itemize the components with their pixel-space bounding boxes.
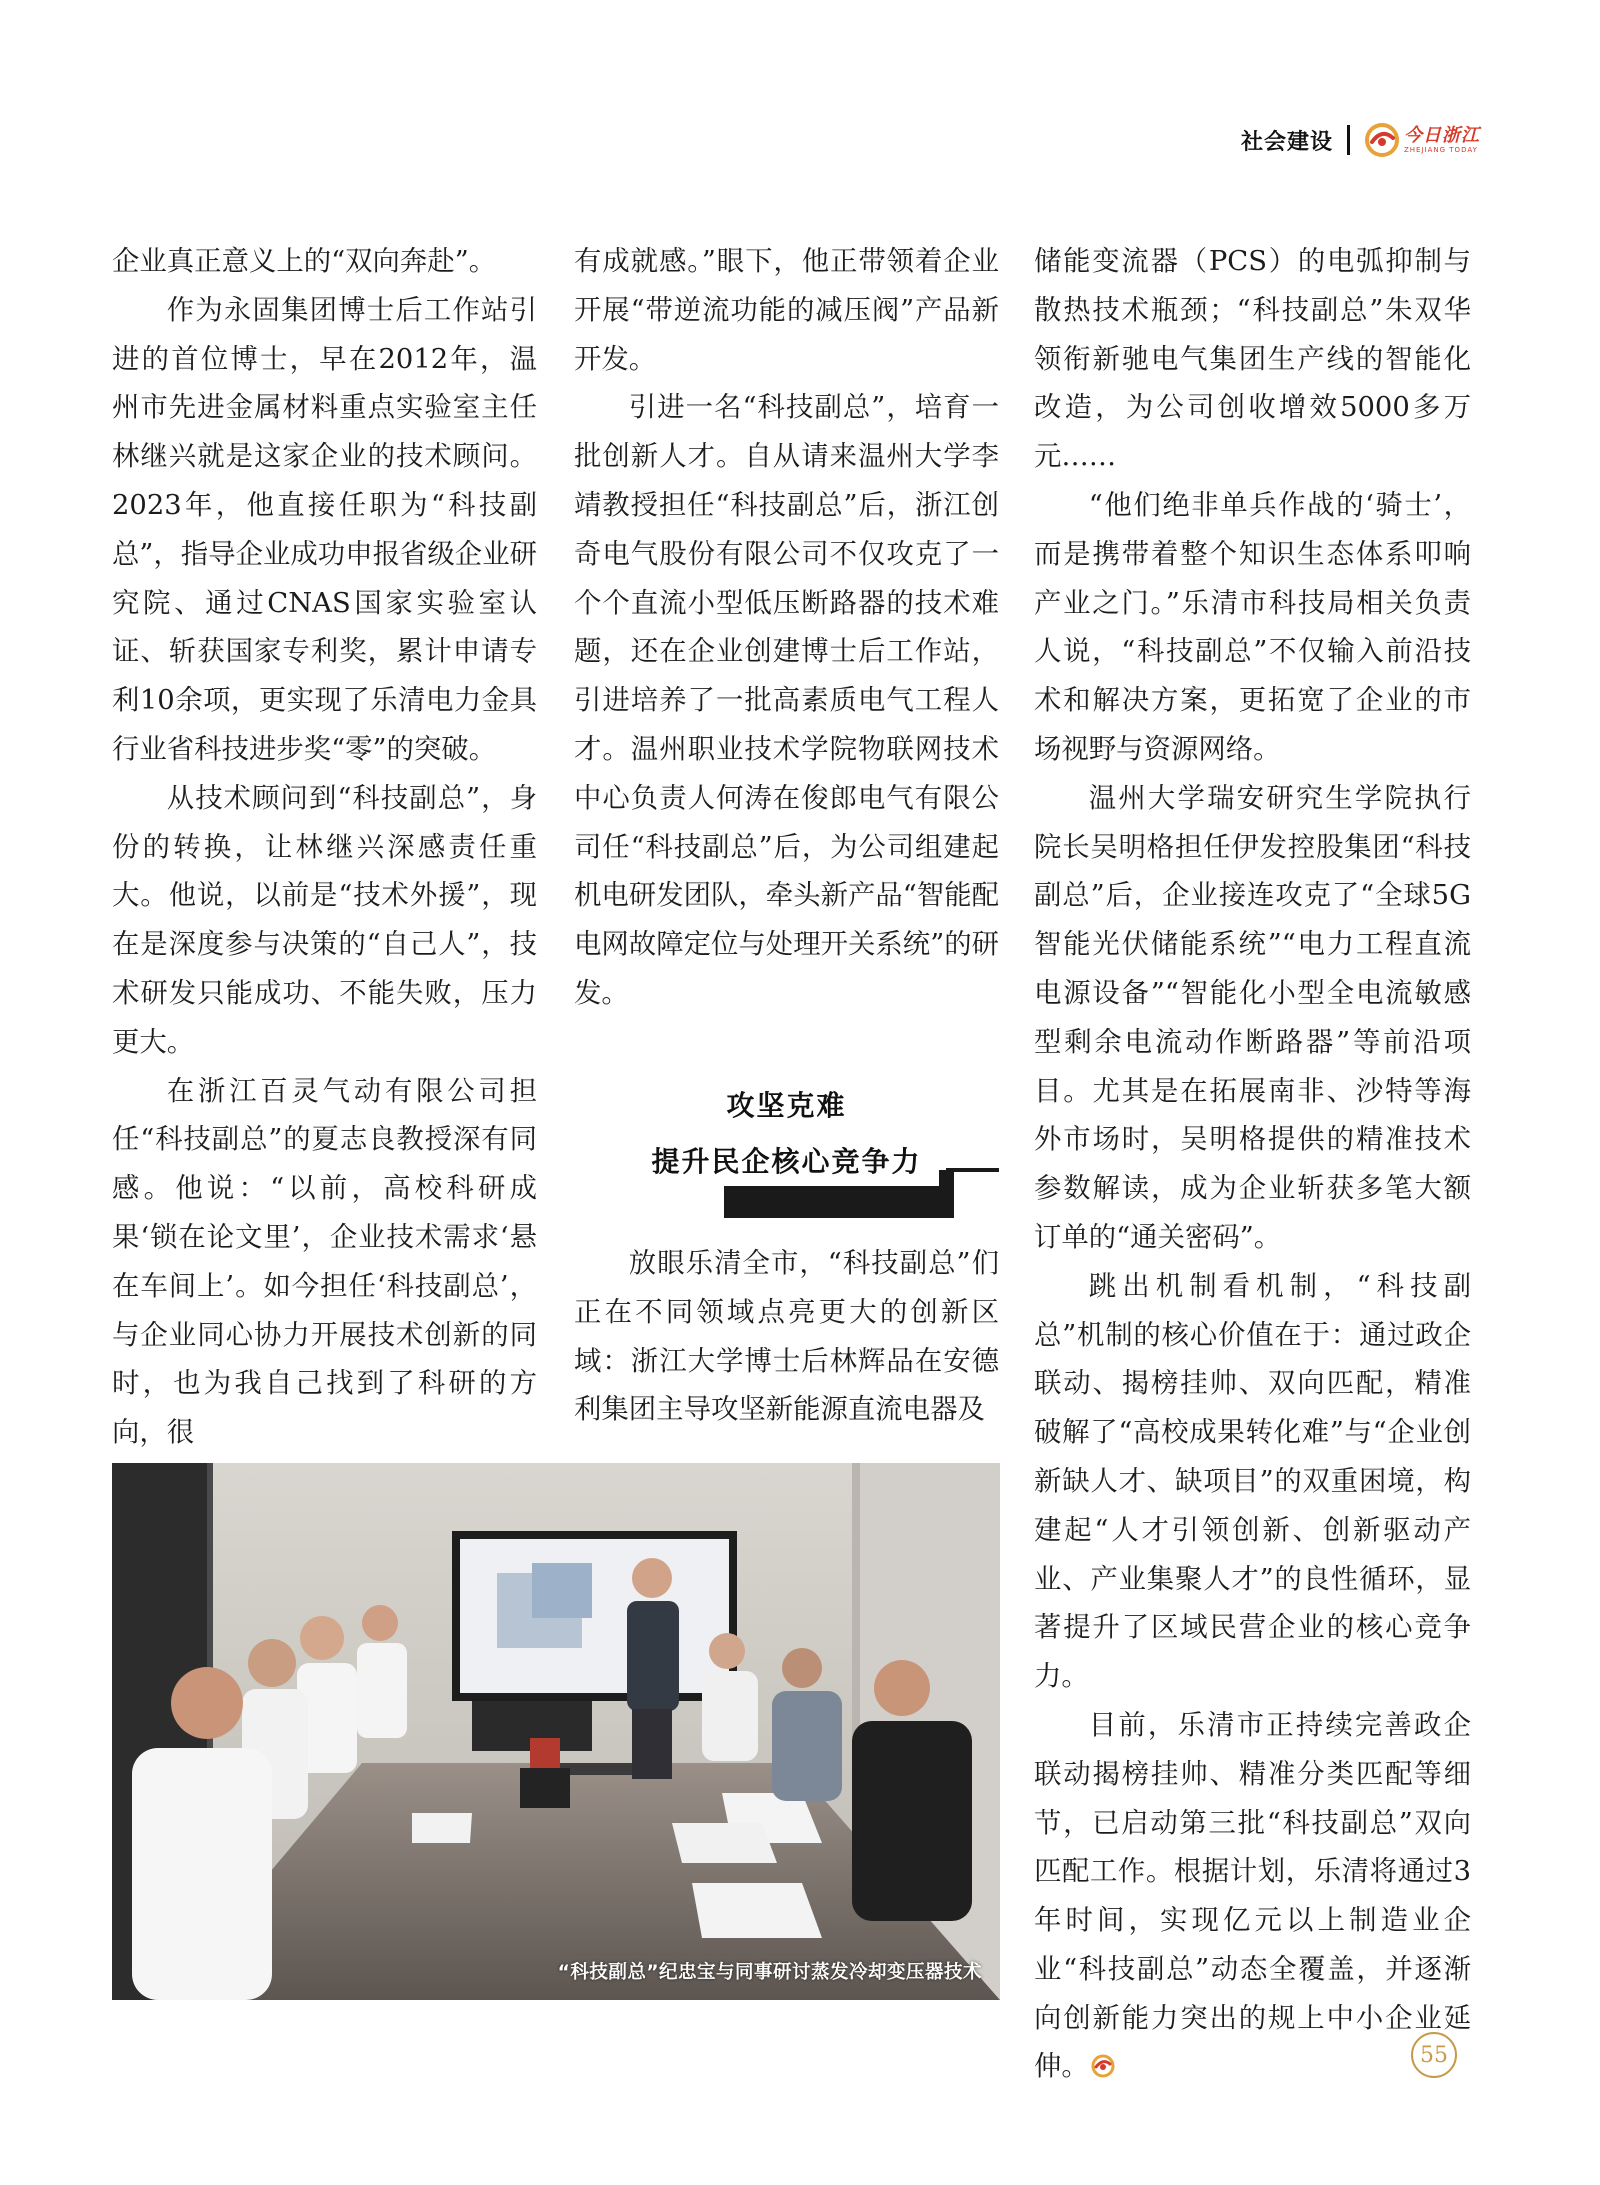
paragraph: 在浙江百灵气动有限公司担任“科技副总”的夏志良教授深有同感。他说：“以前，高校科研成果‘锁在论文里’，企业技术需求‘悬在车间上’。如今担任‘科技副总’，与企业同心协力开展技术创新的同时，也为我自己找到了科研的方向，很 xyxy=(112,1075,537,1449)
paragraph: “他们绝非单兵作战的‘骑士’，而是携带着整个知识生态体系叩响产业之门。”乐清市科技局相关负责人说，“科技副总”不仅输入前沿技术和解决方案，更拓宽了企业的市场视野与资源网络。 xyxy=(1034,489,1471,765)
section-subheading xyxy=(574,1078,999,1218)
subheading-line-2: 提升民企核心竞争力 xyxy=(651,1145,922,1178)
header-divider xyxy=(1347,125,1350,155)
subheading-line-1: 攻坚克难 xyxy=(726,1089,847,1122)
paragraph: 温州大学瑞安研究生学院执行院长吴明格担任伊发控股集团“科技副总”后，企业接连攻克了“全球5G智能光伏储能系统”“电力工程直流电源设备”“智能化小型全电流敏感型剩余电流动作断路器”等前沿项目。尤其是在拓展南非、沙特等海外市场时，吴明格提供的精准技术参数解读，成为企业斩获多笔大额订单的“通关密码”。 xyxy=(1034,782,1471,1253)
paragraph: 有成就感。”眼下，他正带领着企业开展“带逆流功能的减压阀”产品新开发。 xyxy=(574,246,999,375)
paragraph: 从技术顾问到“科技副总”，身份的转换，让林继兴深感责任重大。他说，以前是“技术外援”，现在是深度参与决策的“自己人”，技术研发只能成功、不能失败，压力更大。 xyxy=(112,782,537,1058)
text-column-2-lower xyxy=(574,1240,999,1435)
text-column-1 xyxy=(112,238,537,1458)
paragraph: 跳出机制看机制，“科技副总”机制的核心价值在于：通过政企联动、揭榜挂帅、双向匹配，精准破解了“高校成果转化难”与“企业创新缺人才、缺项目”的双重困境，构建起“人才引领创新、创新驱动产业、产业集聚人才”的良性循环，显著提升了区域民营企业的核心竞争力。 xyxy=(1034,1270,1471,1693)
section-name: 社会建设 xyxy=(1240,129,1333,155)
logo-english: ZHEJIANG TODAY xyxy=(1404,145,1478,154)
logo-swirl-icon xyxy=(1364,122,1400,158)
photo-caption: “科技副总”纪忠宝与同事研讨蒸发冷却变压器技术 xyxy=(557,1962,982,1983)
logo-chinese: 今日浙江 xyxy=(1404,124,1480,146)
paragraph: 放眼乐清全市，“科技副总”们正在不同领域点亮更大的创新区域：浙江大学博士后林辉品在安德利集团主导攻坚新能源直流电器及 xyxy=(574,1248,999,1426)
meeting-room-illustration xyxy=(112,1463,1000,2000)
meeting-photo xyxy=(112,1463,1000,2000)
text-column-3 xyxy=(1034,238,1471,2092)
paragraph xyxy=(1034,1702,1471,2092)
paragraph: 引进一名“科技副总”，培育一批创新人才。自从请来温州大学李靖教授担任“科技副总”后，浙江创奇电气股份有限公司不仅攻克了一个个直流小型低压断路器的技术难题，还在企业创建博士后工作站，引进培养了一批高素质电气工程人才。温州职业技术学院物联网技术中心负责人何涛在俊郎电气有限公司任“科技副总”后，为公司组建起机电研发团队，牵头新产品“智能配电网故障定位与处理开关系统”的研发。 xyxy=(574,392,999,1009)
page-header xyxy=(1241,116,1480,164)
paragraph-text: 目前，乐清市正持续完善政企联动揭榜挂帅、精准分类匹配等细节，已启动第三批“科技副总”双向匹配工作。根据计划，乐清将通过3年时间，实现亿元以上制造业企业“科技副总”动态全覆盖，并逐渐向创新能力突出的规上中小企业延伸。 xyxy=(1034,1709,1471,2083)
end-mark-icon xyxy=(1091,2054,1115,2078)
page-number: 55 xyxy=(1411,2032,1457,2078)
paragraph: 储能变流器（PCS）的电弧抑制与散热技术瓶颈；“科技副总”朱双华领衔新驰电气集团生产线的智能化改造，为公司创收增效5000多万元…… xyxy=(1034,246,1471,473)
paragraph: 企业真正意义上的“双向奔赴”。 xyxy=(112,246,497,277)
magazine-logo xyxy=(1364,122,1480,158)
text-column-2 xyxy=(574,238,999,1019)
paragraph: 作为永固集团博士后工作站引进的首位博士，早在2012年，温州市先进金属材料重点实验室主任林继兴就是这家企业的技术顾问。2023年，他直接任职为“科技副总”，指导企业成功申报省级企业研究院、通过CNAS国家实验室认证、斩获国家专利奖，累计申请专利10余项，更实现了乐清电力金具行业省科技进步奖“零”的突破。 xyxy=(112,294,537,765)
